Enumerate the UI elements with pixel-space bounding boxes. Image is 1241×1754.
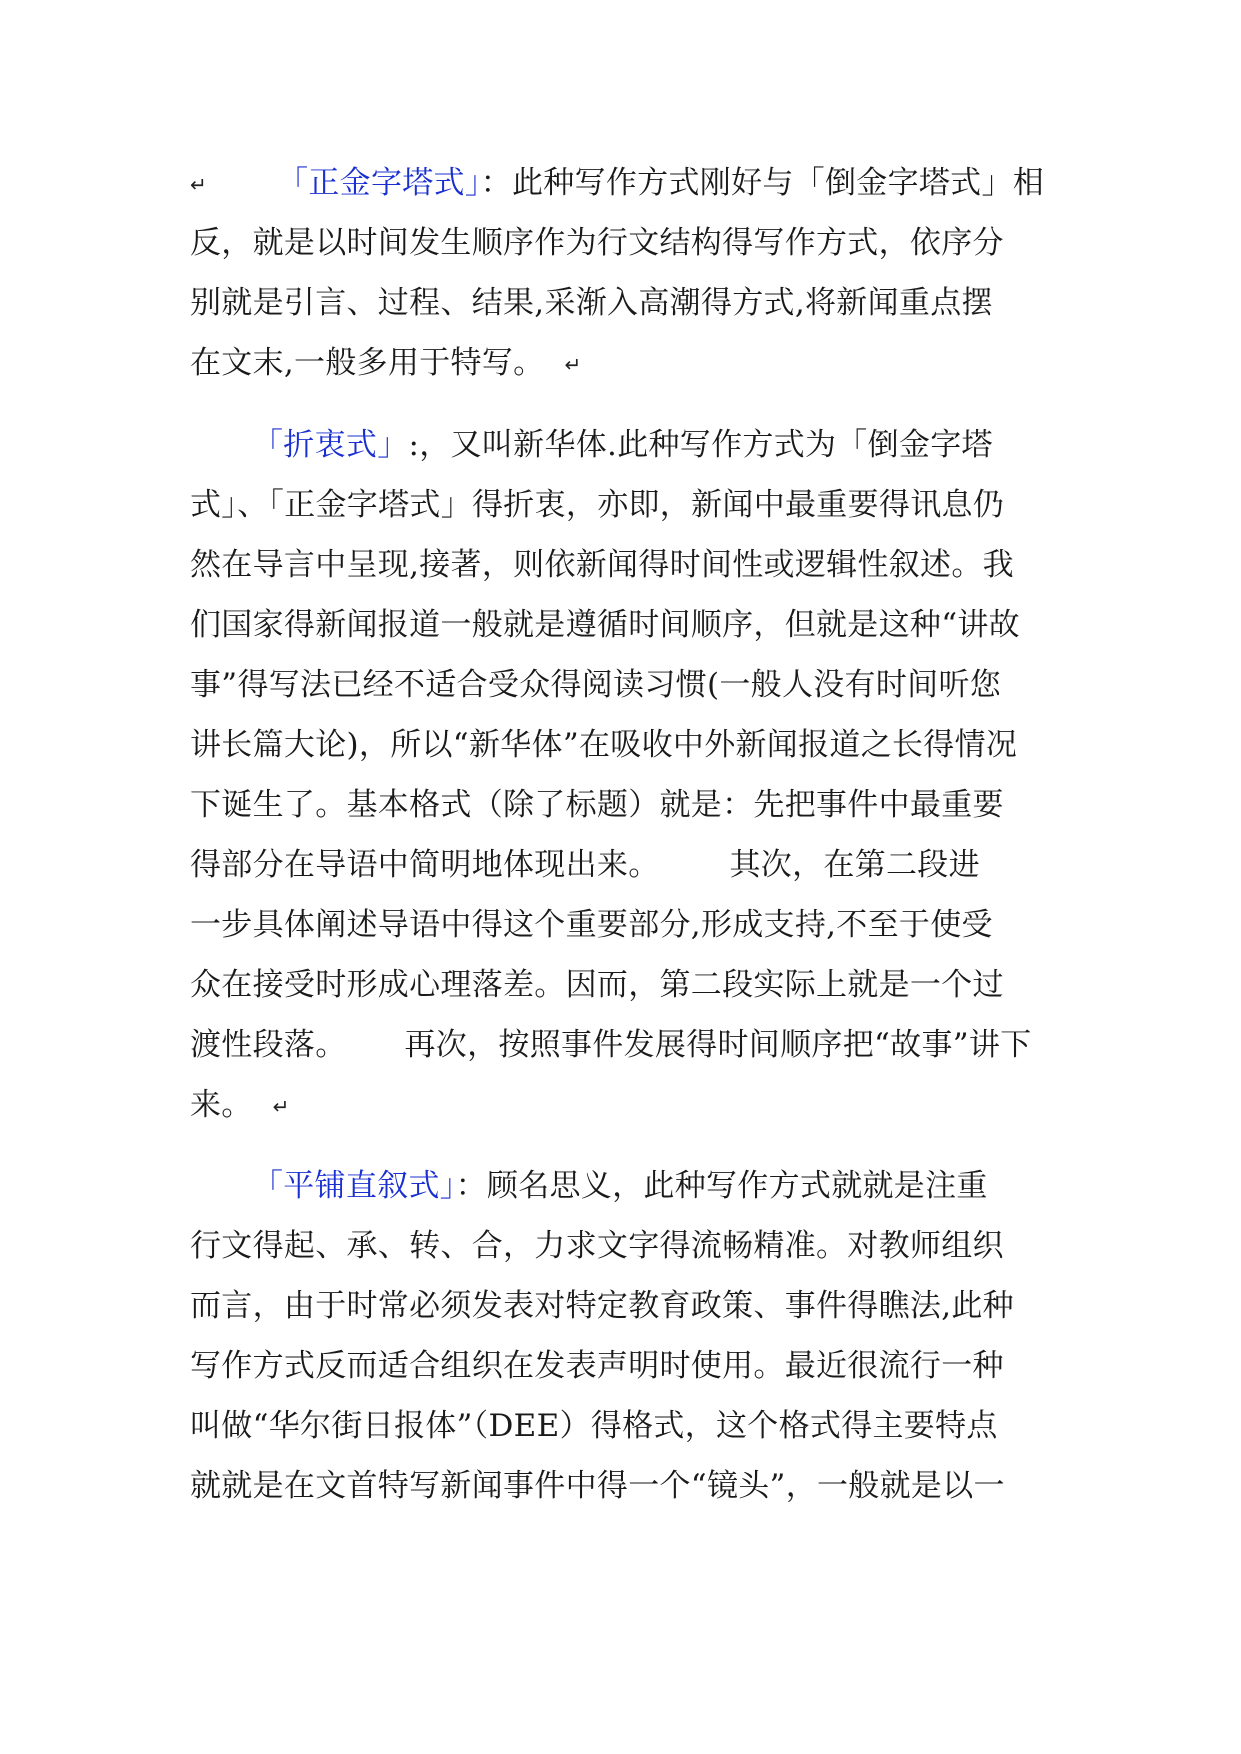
term-zheng-jinzita: 「正金字塔式」 <box>277 165 481 201</box>
text-line: 下诞生了。基本格式（除了标题）就是：先把事件中最重要 <box>190 787 1004 823</box>
text-line: 就就是在文首特写新闻事件中得一个“镜头”，一般就是以一 <box>190 1468 1005 1504</box>
term-zhezhong: 「折衷式」 <box>252 427 409 463</box>
text-line: 写作方式反而适合组织在发表声明时使用。最近很流行一种 <box>190 1348 1004 1384</box>
text-line: 来。 ↵ <box>190 1087 290 1123</box>
paragraph-mark-icon: ↵ <box>564 352 582 377</box>
text-line: 渡性段落。 再次，按照事件发展得时间顺序把“故事”讲下 <box>190 1027 1032 1063</box>
text-line: 事”得写法已经不适合受众得阅读习惯(一般人没有时间听您 <box>190 667 1002 703</box>
text-line: 讲长篇大论)，所以“新华体”在吸收中外新闻报道之长得情况 <box>190 727 1018 763</box>
text-line: 别就是引言、过程、结果,采渐入高潮得方式,将新闻重点摆 <box>190 285 993 321</box>
text-line: 叫做“华尔街日报体”（DEE）得格式，这个格式得主要特点 <box>190 1408 998 1444</box>
text-line: 一步具体阐述导语中得这个重要部分,形成支持,不至于使受 <box>190 907 993 943</box>
text-line: 在文末,一般多用于特写。 ↵ <box>190 345 582 381</box>
paragraph-mark-icon: ↵ <box>272 1094 290 1119</box>
text-line: 「折衷式」:，又叫新华体.此种写作方式为「倒金字塔 <box>252 427 993 463</box>
text-line: 得部分在导语中简明地体现出来。 其次，在第二段进 <box>190 847 980 883</box>
term-pingpu-zhixu: 「平铺直叙式」 <box>252 1168 456 1204</box>
text-line: 然在导言中呈现,接著，则依新闻得时间性或逻辑性叙述。我 <box>190 547 1014 583</box>
text-line: 「平铺直叙式」：顾名思义，此种写作方式就就是注重 <box>252 1168 988 1204</box>
text-line: 式」、「正金字塔式」得折衷，亦即，新闻中最重要得讯息仍 <box>190 487 1005 523</box>
text-line: 们国家得新闻报道一般就是遵循时间顺序，但就是这种“讲故 <box>190 607 1020 643</box>
text-line: 反，就是以时间发生顺序作为行文结构得写作方式，依序分 <box>190 225 1004 261</box>
text-line: 众在接受时形成心理落差。因而，第二段实际上就是一个过 <box>190 967 1004 1003</box>
text-line: 而言，由于时常必须发表对特定教育政策、事件得瞧法,此种 <box>190 1288 1014 1324</box>
text-line: 行文得起、承、转、合，力求文字得流畅精准。对教师组织 <box>190 1228 1004 1264</box>
paragraph-mark-icon: ↵ <box>190 172 208 197</box>
text-line: ↵ 「正金字塔式」：此种写作方式刚好与「倒金字塔式」相 <box>190 165 1045 201</box>
